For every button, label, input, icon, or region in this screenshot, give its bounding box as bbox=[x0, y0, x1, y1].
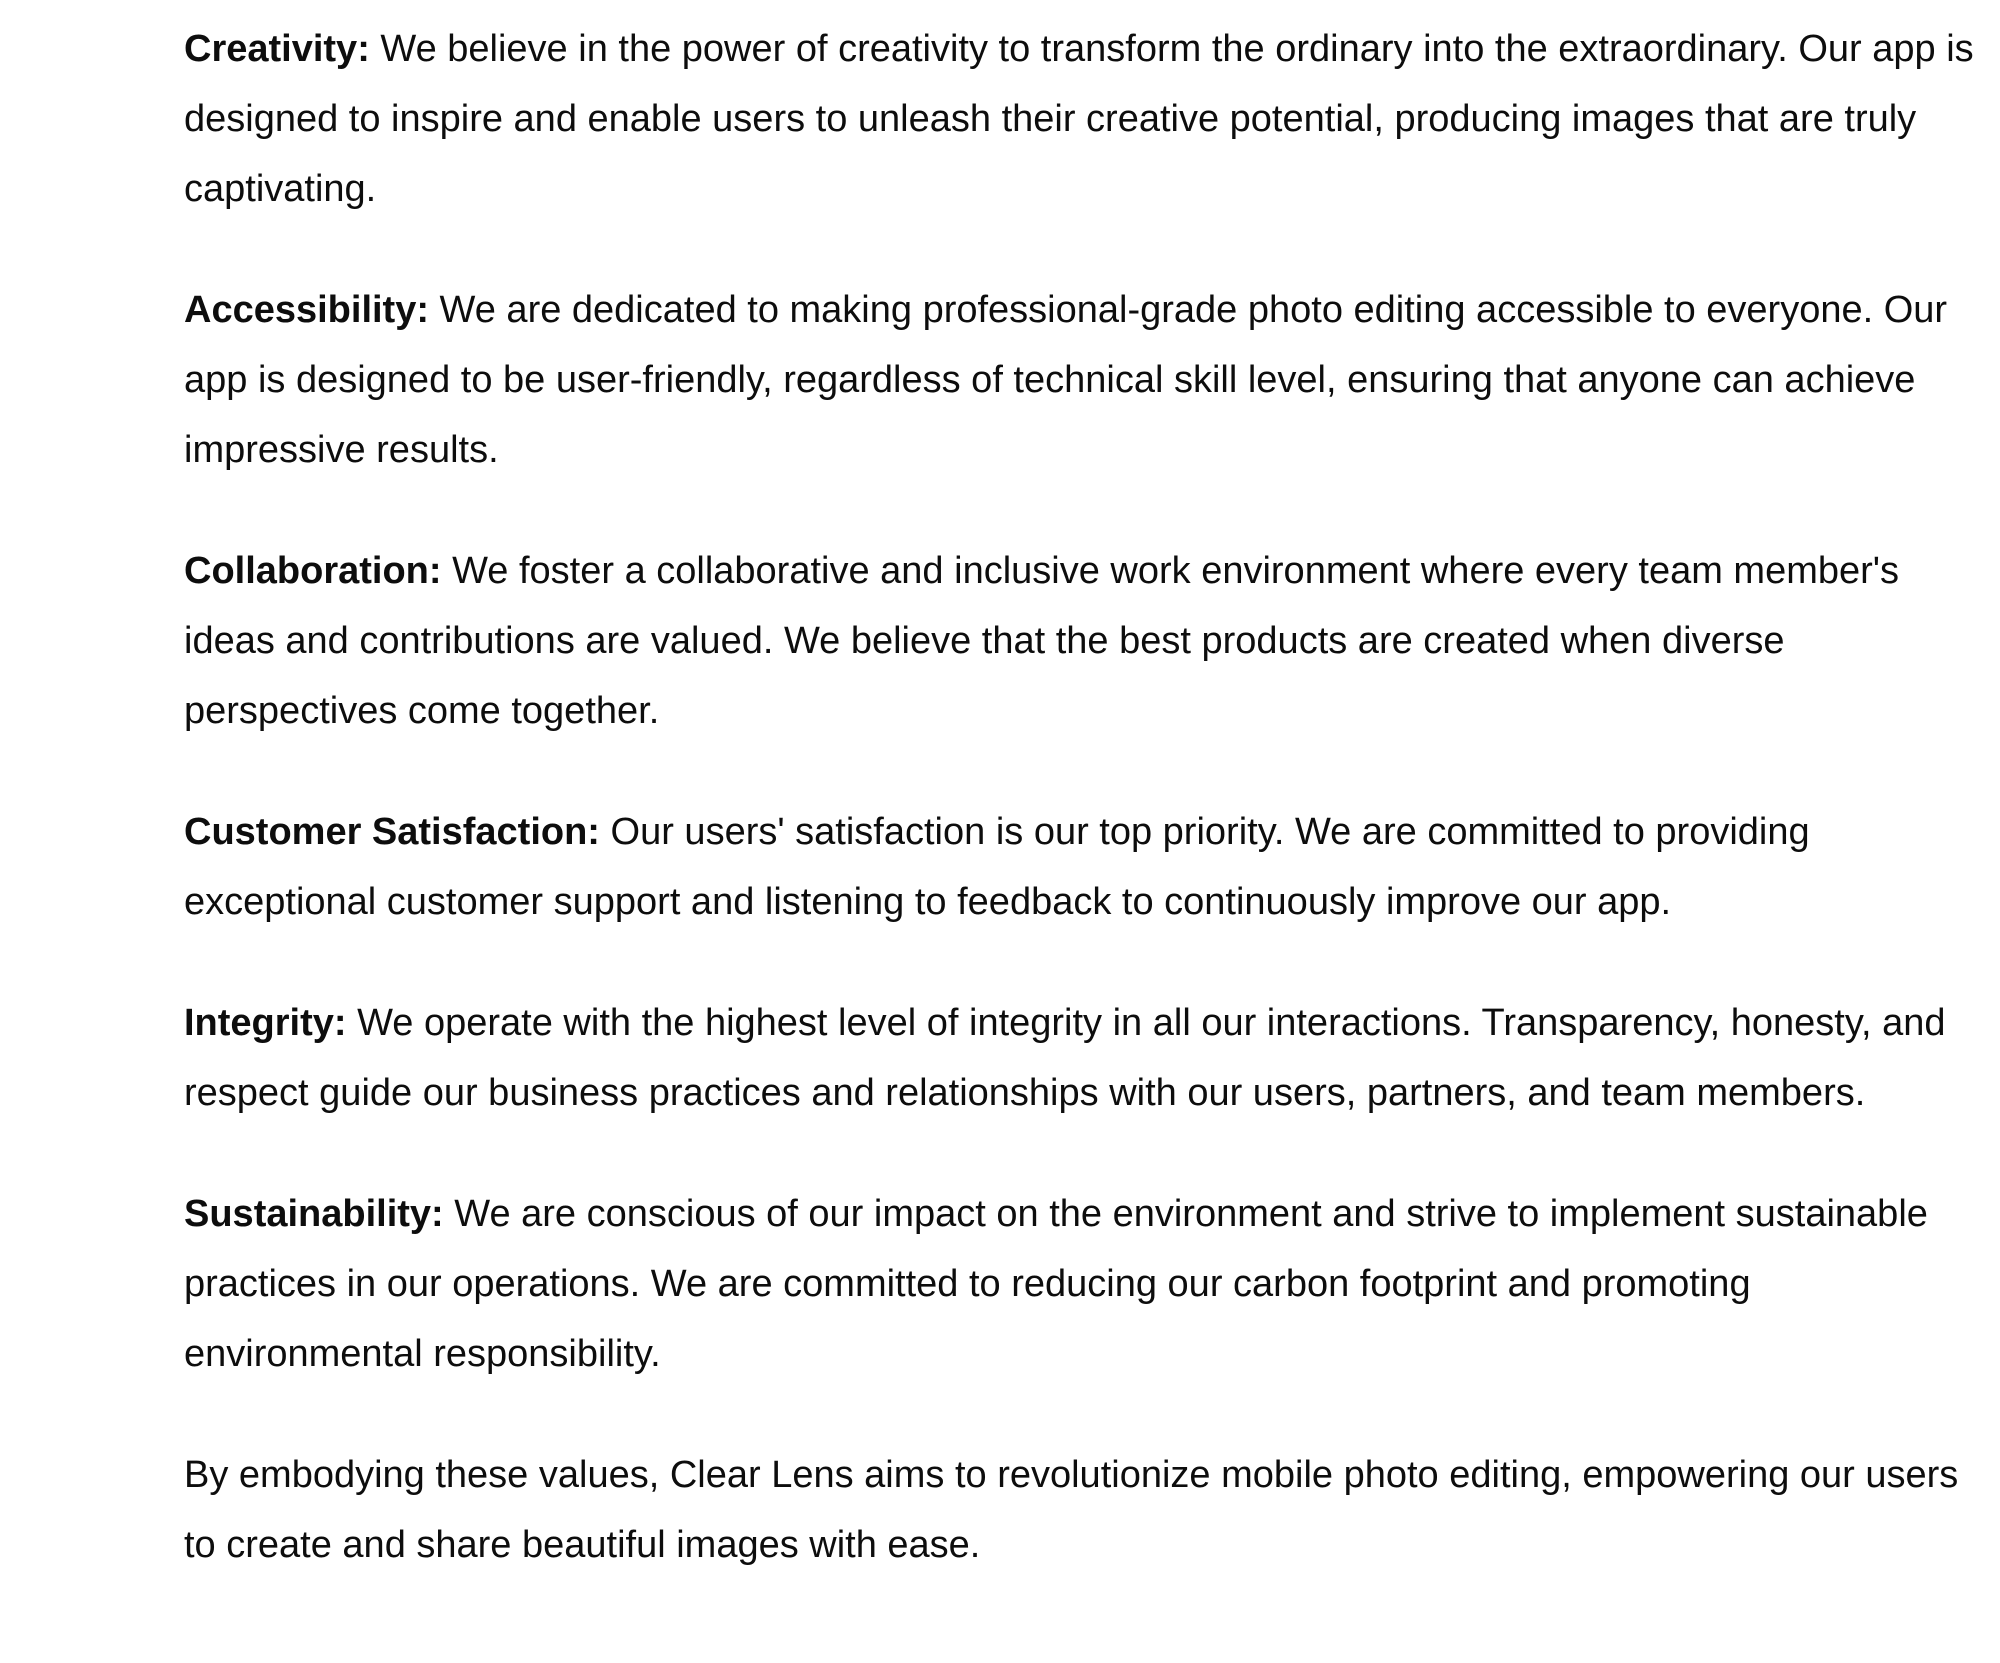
value-description: We believe in the power of creativity to transform the ordinary into the extraordinary. Our app is designed to inspire and enable users to unleash their creative potential, producing images that are truly captivating. bbox=[184, 28, 1974, 210]
value-sustainability bbox=[184, 1179, 1984, 1389]
value-heading: Collaboration: bbox=[184, 550, 442, 592]
value-heading: Sustainability: bbox=[184, 1193, 444, 1235]
value-heading: Accessibility: bbox=[184, 289, 429, 331]
value-description: We are conscious of our impact on the environment and strive to implement sustainable practices in our operations. We are committed to reducing our carbon footprint and promoting environmental responsibility. bbox=[184, 1193, 1928, 1375]
closing-paragraph: By embodying these values, Clear Lens aims to revolutionize mobile photo editing, empowering our users to create and share beautiful images with ease. bbox=[184, 1454, 1959, 1566]
value-customer-satisfaction bbox=[184, 797, 1984, 937]
value-creativity bbox=[184, 14, 1984, 224]
value-accessibility bbox=[184, 275, 1984, 485]
value-heading: Integrity: bbox=[184, 1002, 347, 1044]
value-description: We operate with the highest level of integrity in all our interactions. Transparency, honesty, and respect guide our business practices and relationships with our users, partners, and team members. bbox=[184, 1002, 1946, 1114]
value-collaboration bbox=[184, 536, 1984, 746]
document-content bbox=[184, 14, 1984, 1580]
value-heading: Creativity: bbox=[184, 28, 370, 70]
value-description: We foster a collaborative and inclusive work environment where every team member's ideas and contributions are valued. We believe that the best products are created when diverse perspectives come together. bbox=[184, 550, 1900, 732]
value-description: Our users' satisfaction is our top priority. We are committed to providing exceptional customer support and listening to feedback to continuously improve our app. bbox=[184, 811, 1810, 923]
value-heading: Customer Satisfaction: bbox=[184, 811, 600, 853]
value-description: We are dedicated to making professional-grade photo editing accessible to everyone. Our app is designed to be user-friendly, regardless of technical skill level, ensuring that anyone can achieve impressive results. bbox=[184, 289, 1948, 471]
value-integrity bbox=[184, 988, 1984, 1128]
